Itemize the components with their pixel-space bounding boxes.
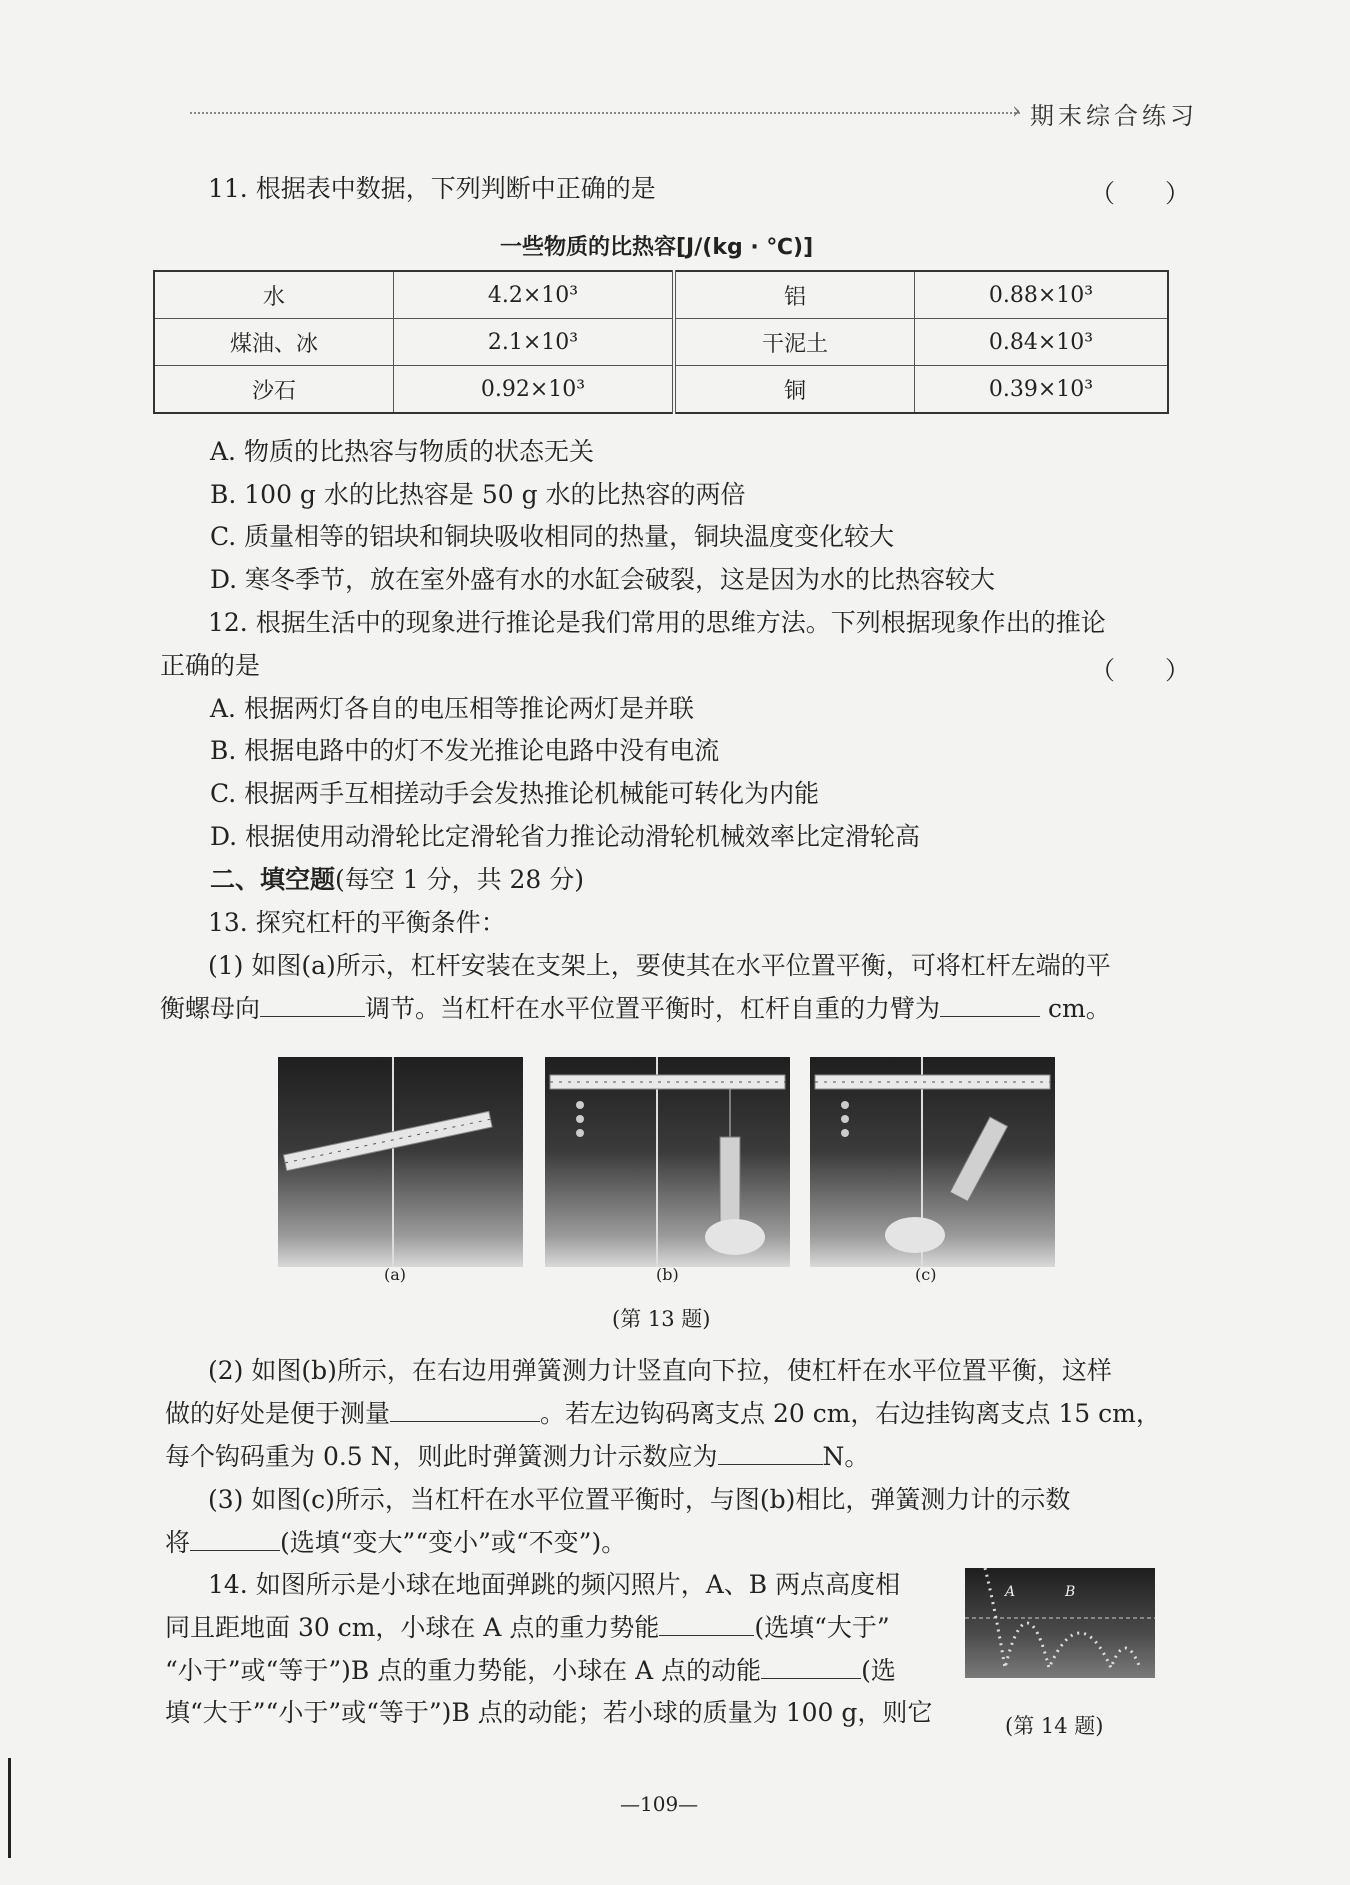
section-header: 期末综合练习 [1030,102,1198,130]
lever-photo-c [810,1057,1055,1267]
q13-part1-text: 衡螺母向 [160,994,261,1023]
q14-line2 [165,1613,890,1643]
q13-part3-line2 [165,1528,626,1558]
table-title: 一些物质的比热容[J/(kg · ℃)] [500,235,814,260]
q13-part2-line3 [165,1442,869,1472]
q14-text: (选填“大于” [754,1613,890,1642]
lever-tilted-illustration [278,1057,523,1267]
q11-option-a: A. 物质的比热容与物质的状态无关 [210,437,594,466]
q13-part3-text: 将 [165,1528,191,1557]
table-cell: 煤油、冰 [154,319,394,366]
chevron-right-icon: › [1012,99,1021,124]
answer-blank[interactable] [940,994,1040,1017]
bouncing-ball-photo [965,1568,1155,1678]
answer-blank[interactable] [761,1656,861,1679]
table-cell: 2.1×10³ [394,319,675,366]
q13-part2-text: N。 [822,1442,870,1471]
answer-blank[interactable] [390,1399,540,1422]
table-cell: 铜 [674,366,915,414]
table-cell: 0.88×10³ [915,271,1169,319]
point-a-label: A [1005,1584,1016,1600]
answer-blank[interactable] [190,1528,280,1551]
specific-heat-table [153,270,1169,414]
figure-caption-b: (b) [656,1265,679,1284]
q11-option-c: C. 质量相等的铝块和铜块吸收相同的热量，铜块温度变化较大 [210,522,895,551]
q12-option-b: B. 根据电路中的灯不发光推论电路中没有电流 [210,736,720,765]
q13-part1-line1: (1) 如图(a)所示，杠杆安装在支架上，要使其在水平位置平衡，可将杠杆左端的平 [208,951,1111,980]
q13-part1-text: 调节。当杠杆在水平位置平衡时，杠杆自重的力臂为 [365,994,941,1023]
q11-stem: 11. 根据表中数据，下列判断中正确的是 [208,174,656,203]
table-row [154,319,1168,366]
table-cell: 0.92×10³ [394,366,675,414]
section2-heading [210,865,584,895]
q13-part2-line2 [165,1399,1161,1429]
q14-text: 同且距地面 30 cm，小球在 A 点的重力势能 [165,1613,660,1642]
answer-blank[interactable] [718,1442,823,1465]
q13-stem: 13. 探究杠杆的平衡条件： [208,908,506,937]
q13-part2-text: 做的好处是便于测量 [165,1399,391,1428]
figure-label-q13: (第 13 题) [612,1307,711,1331]
answer-blank[interactable] [659,1613,754,1636]
q13-part1-text: cm。 [1047,994,1111,1023]
table-cell: 沙石 [154,366,394,414]
q13-part3-line1: (3) 如图(c)所示，当杠杆在水平位置平衡时，与图(b)相比，弹簧测力计的示数 [208,1485,1071,1514]
table-cell: 干泥土 [674,319,915,366]
section2-title: 二、填空题 [210,865,336,894]
lever-photo-b [545,1057,790,1267]
q13-part2-text: 每个钩码重为 0.5 N，则此时弹簧测力计示数应为 [165,1442,718,1471]
q14-text: “小于”或“等于”)B 点的重力势能，小球在 A 点的动能 [165,1656,762,1685]
q12-option-a: A. 根据两灯各自的电压相等推论两灯是并联 [210,694,694,723]
q14-text: (选 [861,1656,896,1685]
table-cell: 0.39×10³ [915,366,1169,414]
table-row [154,271,1168,319]
header-dotted-rule [190,112,1020,114]
q11-option-d: D. 寒冬季节，放在室外盛有水的水缸会破裂，这是因为水的比热容较大 [210,565,996,594]
q12-stem-line1: 12. 根据生活中的现象进行推论是我们常用的思维方法。下列根据现象作出的推论 [208,608,1106,637]
q11-answer-paren: （ ） [1090,179,1191,208]
section2-note: (每空 1 分，共 28 分) [335,865,585,894]
q14-line1: 14. 如图所示是小球在地面弹跳的频闪照片，A、B 两点高度相 [208,1570,901,1599]
page-edge-mark [8,1758,11,1858]
table-cell: 4.2×10³ [394,271,675,319]
page-number: —109— [620,1792,699,1816]
table-cell: 水 [154,271,394,319]
q13-part1-line2 [160,994,1111,1024]
q11-option-b: B. 100 g 水的比热容是 50 g 水的比热容的两倍 [210,480,746,509]
figure-caption-a: (a) [384,1265,407,1284]
answer-blank[interactable] [260,994,365,1017]
lever-vertical-pull-illustration [545,1057,790,1267]
q14-line4: 填“大于”“小于”或“等于”)B 点的动能；若小球的质量为 100 g，则它 [165,1698,933,1727]
table-row [154,366,1168,414]
q13-part3-text: (选填“变大”“变小”或“不变”)。 [280,1528,627,1557]
q14-line3 [165,1656,896,1686]
figure-caption-c: (c) [915,1265,937,1284]
q13-part2-text: 。若左边钩码离支点 20 cm，右边挂钩离支点 15 cm， [540,1399,1161,1428]
point-b-label: B [1065,1584,1076,1600]
table-cell: 0.84×10³ [915,319,1169,366]
figure-label-q14: (第 14 题) [1005,1714,1104,1738]
q12-answer-paren: （ ） [1090,656,1191,685]
q13-part2-line1: (2) 如图(b)所示，在右边用弹簧测力计竖直向下拉，使杠杆在水平位置平衡，这样 [208,1356,1112,1385]
q12-option-d: D. 根据使用动滑轮比定滑轮省力推论动滑轮机械效率比定滑轮高 [210,822,921,851]
bouncing-ball-illustration [965,1568,1155,1678]
lever-photo-a [278,1057,523,1267]
q12-stem-line2: 正确的是 [160,651,261,680]
table-cell: 铝 [674,271,915,319]
lever-oblique-pull-illustration [810,1057,1055,1267]
q12-option-c: C. 根据两手互相搓动手会发热推论机械能可转化为内能 [210,779,820,808]
